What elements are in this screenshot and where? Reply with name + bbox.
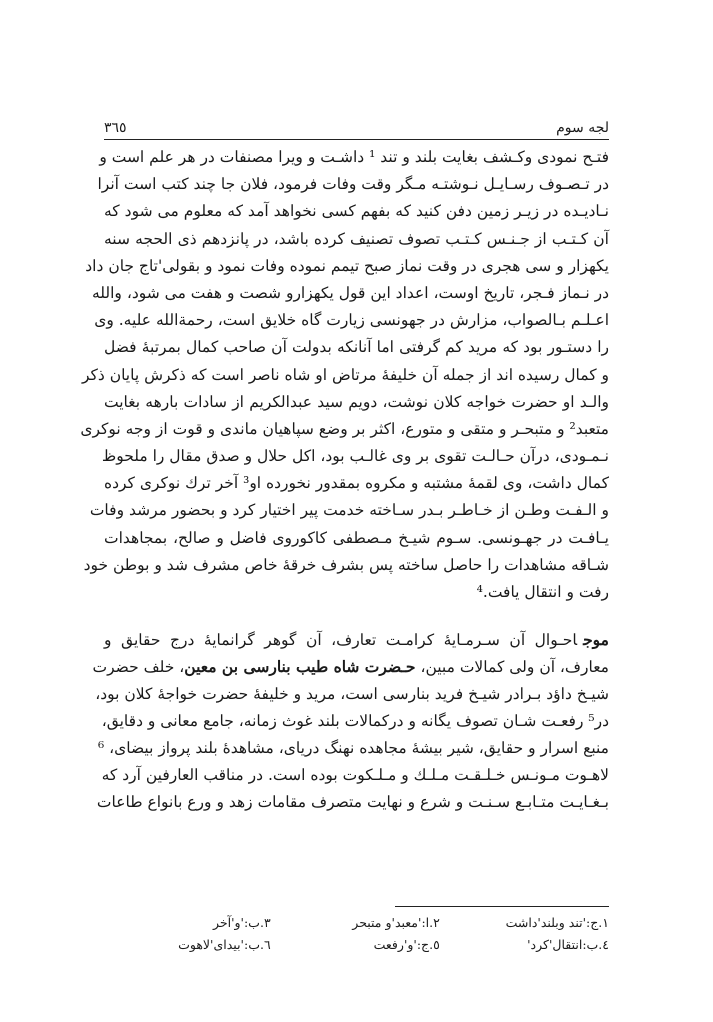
page-number: ۳٦٥ bbox=[104, 120, 127, 136]
section-gap bbox=[104, 606, 609, 626]
header-rule bbox=[104, 139, 609, 140]
footnote: ١.ج:'تند وبلند'داشت bbox=[505, 915, 609, 930]
text-segment: ، خلف حضرت bbox=[92, 658, 185, 677]
section-lead-word: موج bbox=[583, 630, 609, 650]
text-line: را دستـور بود که مرید کم گرفتی اما آنانکه بدولت آن صاحب کمال بمرتبهٔ فضل bbox=[104, 338, 609, 357]
text-segment: معارف، آن ولی کمالات مبین، bbox=[420, 658, 609, 677]
text-line: منبع اسرار و حقایق، شیر بیشهٔ مجاهده نهنگ دریای، مشاهدهٔ بلند پرواز بیضای، ⁶ bbox=[97, 738, 609, 757]
footnote-row bbox=[104, 934, 609, 956]
paragraph-2 bbox=[92, 626, 609, 816]
text-line: در تـصـوف رسـایـل نـوشتـه مـگر وقت وفات فرمود، فلان جا چند کتب است آنرا bbox=[97, 175, 609, 194]
text-line: نـادیـده در زیـر زمین دفن کنید که بفهم کسی نخواهد آمد که معلوم می شود که bbox=[104, 202, 609, 221]
footnote-row bbox=[104, 912, 609, 934]
text-line: بـغـایـت متـابـع سـنـت و شرع و نهایت متصرف مقامات زهد و ورع بانواع طاعات bbox=[96, 793, 609, 812]
text-line: متعبد² و متبحـر و متقی و متورع، اکثر بر وضع سپاهیان ماندی و قوت از وجه نوکری bbox=[80, 419, 609, 438]
text-line: لاهـوت مـونـس خـلـقـت مـلـك و مـلـکوت بوده است. در مناقب العارفین آرد که bbox=[101, 766, 609, 785]
running-header bbox=[104, 114, 609, 136]
footnote: ٥.ج:'و'رفعت bbox=[373, 937, 440, 952]
text-line bbox=[104, 626, 609, 653]
text-line: یکهزار و سی هجری در وقت نماز صبح تیمم نموده وفات نمود و بقولی'تاج جان داد bbox=[85, 256, 609, 275]
text-segment: احـوال آن سـرمـایهٔ کرامـت تعارف، آن گوهر گرانمایهٔ درج حقایق و bbox=[104, 631, 578, 650]
main-text bbox=[80, 144, 609, 817]
footnotes bbox=[104, 912, 609, 956]
footnote-rule bbox=[395, 906, 609, 907]
text-line: شـاقه مشاهدات را حاصل ساخته پس بشرف خرقهٔ خاص مشرف شد و بوطن خود bbox=[83, 555, 609, 574]
text-line: شیـخ داؤد بـرادر شیـخ فرید بنارسی است، مرید و خلیفهٔ حضرت خواجهٔ کلان بود، bbox=[95, 684, 609, 703]
text-line: آن کـتـب از جـنـس کـتـب تصوف تصنیف کرده باشد، در پانزدهم ذی الحجه سنه bbox=[104, 229, 609, 248]
paragraph-1 bbox=[80, 144, 609, 606]
text-line: اعـلـم بـالصواب، مزارش در جهونسی زیارت گاه خلایق است، رحمةالله علیه. وی bbox=[94, 311, 609, 330]
text-line: و کمال رسیده اند از جمله آن خلیفهٔ مرتاض او شاه ناصر است که ذکرش پایان ذکر bbox=[81, 365, 609, 384]
text-line: نـمـودی، درآن حـالـت تقوی بر وی غالـب بود، اکل حلال و صدق مقال را ملحوظ bbox=[101, 447, 609, 466]
text-line: در⁵ رفعـت شـان تصوف یگانه و درکمالات بلند غوث زمانه، جامع معانی و دقایق، bbox=[101, 711, 609, 730]
footnote: ٢.ا:'معبد'و متبحر bbox=[352, 915, 440, 930]
footnote: ٣.ب:'و'آخر bbox=[212, 915, 271, 930]
footnote: ٦.ب:'بیدای'لاهوت bbox=[178, 937, 271, 952]
text-line: فتـح نمودی وکـشف بغایت بلند و تند ¹ داشـت و ویرا مصنفات در هر علم است و bbox=[99, 148, 609, 166]
saint-name: حـضرت شاه طیب بنارسی بن معین bbox=[184, 657, 416, 677]
text-line: در نـماز فـجر، تاریخ اوست، اعداد این قول یکهزارو شصت و هفت می شود، والله bbox=[91, 283, 609, 302]
text-line: رفت و انتقال یافت.⁴ bbox=[476, 583, 609, 601]
text-line: کمال داشت، وی لقمهٔ مشتبه و مکروه بمقدور نخورده او³ آخر ترك نوکری کرده bbox=[103, 474, 609, 493]
footnote: ٤.ب:انتقال'کرد' bbox=[527, 937, 609, 952]
text-line bbox=[92, 653, 609, 680]
text-line: یـافـت در جهـونسی. سـوم شیـخ مـصطفی کاکوروی فاضل و صالح، بمجاهدات bbox=[104, 528, 609, 547]
text-line: والـد او حضرت خواجه کلان نوشت، دویم سید عبدالکریم از سادات بارهه بغایت bbox=[104, 392, 609, 411]
chapter-title: لجه سوم bbox=[556, 120, 609, 136]
text-line: و الـفـت وطـن از خـاطـر بـدر سـاخته خدمت پیر اختیار کرد و بحضور مرشد وفات bbox=[89, 501, 609, 520]
